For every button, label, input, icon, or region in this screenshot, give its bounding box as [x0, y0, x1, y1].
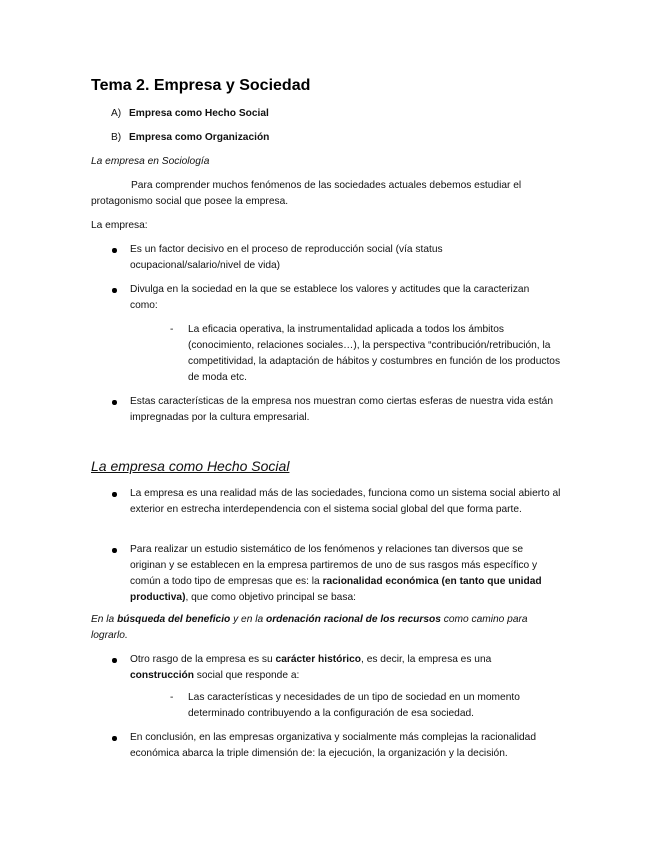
- bullet-icon: [112, 736, 117, 741]
- bullet-item-estudio-bold: racionalidad económica (en tanto que unidad productiva): [130, 576, 542, 603]
- bullet-item-conclusion: En conclusión, en las empresas organizativa y socialmente más complejas la racionalidad económica abarca la triple dimensión de: la ejecución, la organización y la decisión.: [130, 732, 537, 759]
- bullet-bold-construccion: construcción: [130, 670, 194, 681]
- italic-bold-beneficio: búsqueda del beneficio: [117, 614, 231, 625]
- bullet-text: social que responde a:: [193, 670, 300, 681]
- bullet-icon: [112, 658, 117, 663]
- bullet-icon: [112, 288, 117, 293]
- bullet-text: , es decir, la empresa es una: [361, 654, 492, 665]
- bullet-item-caracteristicas: Estas características de la empresa nos muestran como ciertas esferas de nuestra vida están impregnadas por la cultura empresarial.: [130, 396, 553, 423]
- document-title: Tema 2. Empresa y Sociedad: [91, 77, 311, 94]
- italic-text: como camino para lograrlo.: [91, 614, 528, 641]
- dash-item-eficacia: La eficacia operativa, la instrumentalidad aplicada a todos los ámbitos (conocimiento, relaciones sociales…), la perspectiva “contribución/retribución, la competitividad, la adaptación de hábitos y costumbres en función de los productos de moda etc.: [188, 324, 561, 383]
- outline-item-a: Empresa como Hecho Social: [129, 108, 269, 119]
- bullet-item-estudio: [130, 542, 562, 606]
- subheading-sociologia: La empresa en Sociología: [91, 156, 210, 167]
- bullet-icon: [112, 492, 117, 497]
- dash-marker: -: [170, 692, 174, 703]
- bullet-item-estudio-pre: Para realizar un estudio sistemático de los fenómenos y relaciones tan diversos que se originan y se establecen en la empresa partiremos de uno de sus rasgos más específico y común a todo tipo de empresas que es: la: [130, 544, 538, 587]
- bullet-item-divulga: Divulga en la sociedad en la que se establece los valores y actitudes que la caracterizan como:: [130, 284, 530, 311]
- italic-text: y en la: [230, 614, 266, 625]
- dash-item-necesidades: Las características y necesidades de un tipo de sociedad en un momento determinado contribuyendo a la configuración de esa sociedad.: [188, 692, 520, 719]
- bullet-icon: [112, 400, 117, 405]
- bullet-item-reproduccion: Es un factor decisivo en el proceso de reproducción social (vía status ocupacional/salario/nivel de vida): [130, 244, 443, 271]
- italic-paragraph-objetivo: [91, 612, 566, 644]
- bullet-icon: [112, 248, 117, 253]
- bullet-bold-historico: carácter histórico: [275, 654, 362, 665]
- bullet-text: Otro rasgo de la empresa es su: [130, 654, 276, 665]
- italic-text: En la: [91, 614, 118, 625]
- bullet-item-caracter-historico: [130, 652, 510, 684]
- section-heading-hecho-social: La empresa como Hecho Social: [91, 458, 290, 474]
- intro-paragraph: Para comprender muchos fenómenos de las sociedades actuales debemos estudiar el protagonismo social que posee la empresa.: [91, 180, 522, 207]
- outline-item-b: Empresa como Organización: [129, 132, 270, 143]
- bullet-item-realidad: La empresa es una realidad más de las sociedades, funciona como un sistema social abierto al exterior en estrecha interdependencia con el sistema social global del que forma parte.: [130, 488, 561, 515]
- italic-bold-recursos: ordenación racional de los recursos: [265, 614, 441, 625]
- bullet-item-estudio-post: , que como objetivo principal se basa:: [185, 592, 356, 603]
- outline-marker-b: B): [111, 132, 122, 143]
- dash-marker: -: [170, 324, 174, 335]
- outline-marker-a: A): [111, 108, 122, 119]
- bullet-icon: [112, 548, 117, 553]
- empresa-label: La empresa:: [91, 220, 148, 231]
